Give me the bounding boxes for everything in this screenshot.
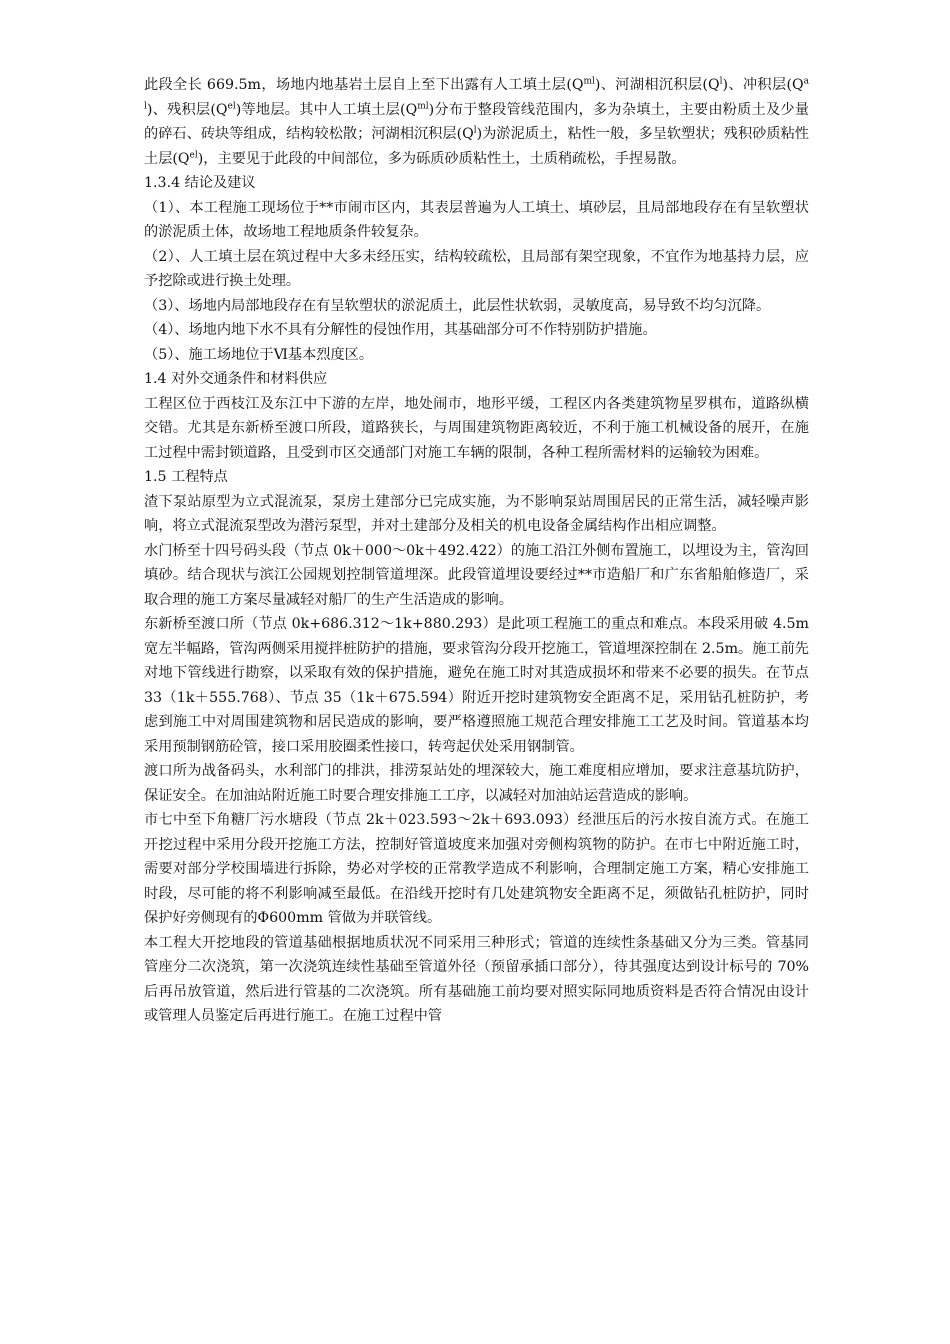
section-heading	[144, 465, 809, 490]
text-segment: )、冲积层(Q	[722, 77, 804, 93]
superscript-text: l	[473, 125, 477, 136]
body-paragraph	[144, 931, 809, 1029]
body-paragraph	[144, 245, 809, 294]
body-paragraph	[144, 196, 809, 245]
text-segment: )分布于整段管线范围内，多为杂填土，主要由粉质土及少量的碎石、砖块等组成，结构较松散；河湖相沉积层(Q	[144, 101, 810, 142]
section-heading	[144, 171, 809, 196]
superscript-text: el	[227, 100, 236, 111]
body-paragraph	[144, 392, 809, 466]
superscript-text: l	[719, 76, 723, 87]
body-paragraph	[144, 294, 809, 319]
section-heading	[144, 367, 809, 392]
text-segment: 1.4 对外交通条件和材料供应	[144, 371, 328, 387]
body-paragraph	[144, 343, 809, 368]
text-segment: 渡口所为战备码头，水利部门的排洪，排涝泵站处的埋深较大，施工难度相应增加，要求注意基坑防护，保证安全。在加油站附近施工时要合理安排施工工序，以减轻对加油站运营造成的影响。	[144, 763, 809, 804]
text-segment: （4）、场地内地下水不具有分解性的侵蚀作用，其基础部分可不作特别防护措施。	[144, 322, 657, 338]
body-paragraph	[144, 808, 809, 931]
text-segment: 1.3.4 结论及建议	[144, 175, 256, 191]
text-segment: （1）、本工程施工现场位于**市闹市区内，其表层普遍为人工填土、填砂层，且局部地段存在有呈软塑状的淤泥质土体，故场地工程地质条件较复杂。	[144, 199, 809, 240]
text-segment: 1.5 工程特点	[144, 469, 228, 485]
text-segment: )，主要见于此段的中间部位，多为砾质砂质粘性土，土质稍疏松，手捏易散。	[197, 150, 686, 167]
body-paragraph	[144, 612, 809, 759]
text-segment: （2）、人工填土层在筑过程中大多未经压实，结构较疏松，且局部有架空现象，不宜作为地基持力层，应予挖除或进行换土处理。	[144, 248, 809, 289]
body-paragraph	[144, 490, 809, 539]
text-segment: )为淤泥质土，粘性一般，多呈软塑状；残积砂质粘性土层(Q	[144, 126, 809, 167]
body-paragraph	[144, 73, 809, 171]
text-segment: 工程区位于西枝江及东江中下游的左岸，地处闹市，地形平缓，工程区内各类建筑物星罗棋布，道路纵横交错。尤其是东新桥至渡口所段，道路狭长，与周围建筑物距离较近，不利于施工机械设备的展开，在施工过程中需封锁道路，且受到市区交通部门对施工车辆的限制，各种工程所需材料的运输较为困难。	[144, 395, 809, 461]
superscript-text: el	[189, 149, 198, 160]
text-segment: 东新桥至渡口所（节点 0k+686.312～1k+880.293）是此项工程施工的重点和难点。本段采用破 4.5m 宽左半幅路，管沟两侧采用搅拌桩防护的措施，要求管沟分段开挖施工，管道埋深控制在 2.5m。施工前先对地下管线进行勘察，以采取有效的保护措施，避免在施工时对其造成损坏和带来不必要的损失。在节点 33（1k＋555.768）、节点 35（1k＋675.594）附近开挖时建筑物安全距离不足，采用钻孔桩防护，考虑到施工中对周围建筑物和居民造成的影响，要严格遵照施工规范合理安排施工工艺及时间。管道基本均采用预制钢筋砼管，接口采用胶圈柔性接口，转弯起伏处采用钢制管。	[144, 616, 809, 755]
text-segment: 渣下泵站原型为立式混流泵，泵房土建部分已完成实施，为不影响泵站周围居民的正常生活，减轻噪声影响，将立式混流泵型改为潜污泵型，并对土建部分及相关的机电设备金属结构作出相应调整。	[144, 493, 809, 534]
text-segment: （3）、场地内局部地段存在有呈软塑状的淤泥质土，此层性状软弱，灵敏度高，易导致不均匀沉降。	[144, 297, 771, 314]
text-segment: )等地层。其中人工填土层(Q	[235, 101, 418, 118]
body-paragraph	[144, 539, 809, 613]
document-page	[144, 73, 809, 1029]
text-segment: （5）、施工场地位于Ⅵ基本烈度区。	[144, 346, 374, 363]
body-paragraph	[144, 318, 809, 343]
text-segment: 本工程大开挖地段的管道基础根据地质状况不同采用三种形式；管道的连续性条基础又分为三类。管基同管座分二次浇筑，第一次浇筑连续性基础至管道外径（预留承插口部分），待其强度达到设计标号的 70%后再吊放管道，然后进行管基的二次浇筑。所有基础施工前均要对照实际同地质资料是否符合情况由设计或管理人员鉴定后再进行施工。在施工过程中管	[144, 934, 809, 1024]
body-paragraph	[144, 759, 809, 808]
text-segment: )、残积层(Q	[146, 101, 228, 118]
text-segment: 此段全长 669.5m，场地内地基岩土层自上至下出露有人工填土层(Q	[144, 77, 584, 93]
superscript-text: al	[144, 76, 810, 111]
text-segment: )、河湖相沉积层(Q	[594, 77, 720, 93]
superscript-text: ml	[417, 100, 429, 111]
text-segment: 水门桥至十四号码头段（节点 0k＋000～0k＋492.422）的施工沿江外侧布置施工，以埋设为主，管沟回填砂。结合现状与滨江公园规划控制管道埋深。此段管道埋设要经过**市造船厂和广东省船舶修造厂，采取合理的施工方案尽量减轻对船厂的生产生活造成的影响。	[144, 542, 809, 608]
superscript-text: ml	[583, 76, 595, 87]
text-segment: 市七中至下角糖厂污水塘段（节点 2k＋023.593～2k＋693.093）经泄压后的污水按自流方式。在施工开挖过程中采用分段开挖施工方法，控制好管道坡度来加强对旁侧构筑物的防护。在市七中附近施工时，需要对部分学校围墙进行拆除，势必对学校的正常教学造成不利影响，合理制定施工方案，精心安排施工时段，尽可能的将不利影响减至最低。在沿线开挖时有几处建筑物安全距离不足，须做钻孔桩防护，同时保护好旁侧现有的Φ600mm 管做为并联管线。	[144, 812, 809, 926]
